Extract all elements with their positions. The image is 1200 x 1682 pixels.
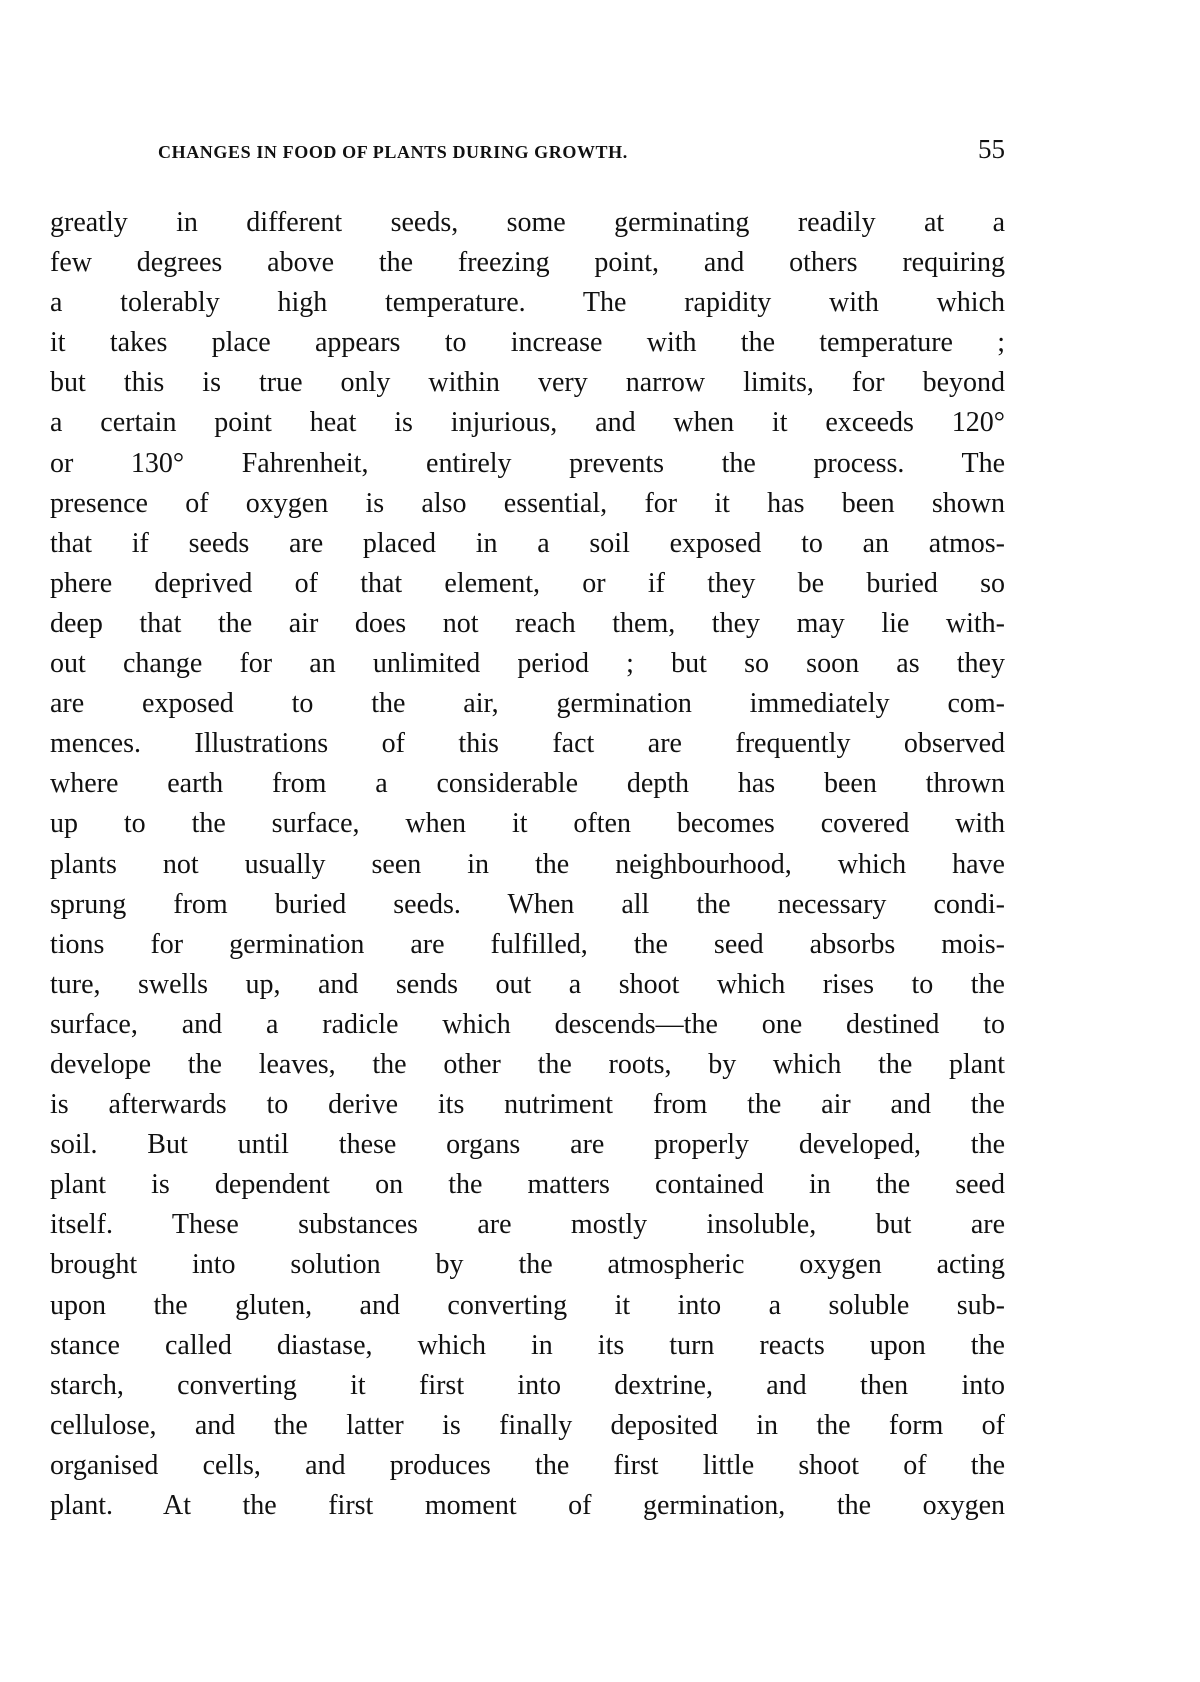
text-line: deep that the air does not reach them, they may lie with-: [50, 607, 1005, 639]
text-line: starch, converting it first into dextrine, and then into: [50, 1369, 1005, 1401]
text-line: organised cells, and produces the first little shoot of the: [50, 1449, 1005, 1481]
text-line: plant is dependent on the matters contained in the seed: [50, 1169, 1005, 1201]
text-line: brought into solution by the atmospheric oxygen acting: [50, 1249, 1005, 1281]
text-line: tions for germination are fulfilled, the seed absorbs mois-: [50, 928, 1005, 960]
text-line: soil. But until these organs are properly developed, the: [50, 1129, 1005, 1161]
text-line: cellulose, and the latter is finally deposited in the form of: [50, 1409, 1005, 1441]
text-line: it takes place appears to increase with the temperature ;: [50, 327, 1005, 359]
page-number: 55: [978, 134, 1005, 164]
text-line: where earth from a considerable depth has been thrown: [50, 768, 1005, 800]
text-line: a tolerably high temperature. The rapidity with which: [50, 287, 1005, 319]
text-line: surface, and a radicle which descends—the one destined to: [50, 1008, 1005, 1040]
text-line: upon the gluten, and converting it into a soluble sub-: [50, 1289, 1005, 1321]
body-text: [50, 203, 1005, 1526]
text-line: plant. At the first moment of germination, the oxygen: [50, 1490, 1005, 1521]
running-header: [158, 134, 1005, 168]
text-line: a certain point heat is injurious, and when it exceeds 120°: [50, 407, 1005, 439]
text-line: but this is true only within very narrow limits, for beyond: [50, 367, 1005, 399]
text-line: presence of oxygen is also essential, for it has been shown: [50, 487, 1005, 519]
text-line: greatly in different seeds, some germinating readily at a: [50, 207, 1005, 238]
running-title: CHANGES IN FOOD OF PLANTS DURING GROWTH.: [158, 142, 628, 162]
text-line: ture, swells up, and sends out a shoot which rises to the: [50, 968, 1005, 1000]
text-line: few degrees above the freezing point, and others requiring: [50, 247, 1005, 279]
text-line: up to the surface, when it often becomes covered with: [50, 808, 1005, 840]
text-line: are exposed to the air, germination immediately com-: [50, 688, 1005, 720]
text-line: phere deprived of that element, or if they be buried so: [50, 567, 1005, 599]
text-line: or 130° Fahrenheit, entirely prevents the process. The: [50, 447, 1005, 479]
text-line: that if seeds are placed in a soil exposed to an atmos-: [50, 527, 1005, 559]
text-line: mences. Illustrations of this fact are frequently observed: [50, 728, 1005, 760]
text-line: sprung from buried seeds. When all the necessary condi-: [50, 888, 1005, 920]
text-line: itself. These substances are mostly insoluble, but are: [50, 1209, 1005, 1241]
text-line: plants not usually seen in the neighbourhood, which have: [50, 848, 1005, 880]
text-line: develope the leaves, the other the roots, by which the plant: [50, 1048, 1005, 1080]
text-line: stance called diastase, which in its turn reacts upon the: [50, 1329, 1005, 1361]
text-line: is afterwards to derive its nutriment from the air and the: [50, 1089, 1005, 1121]
text-line: out change for an unlimited period ; but so soon as they: [50, 648, 1005, 680]
